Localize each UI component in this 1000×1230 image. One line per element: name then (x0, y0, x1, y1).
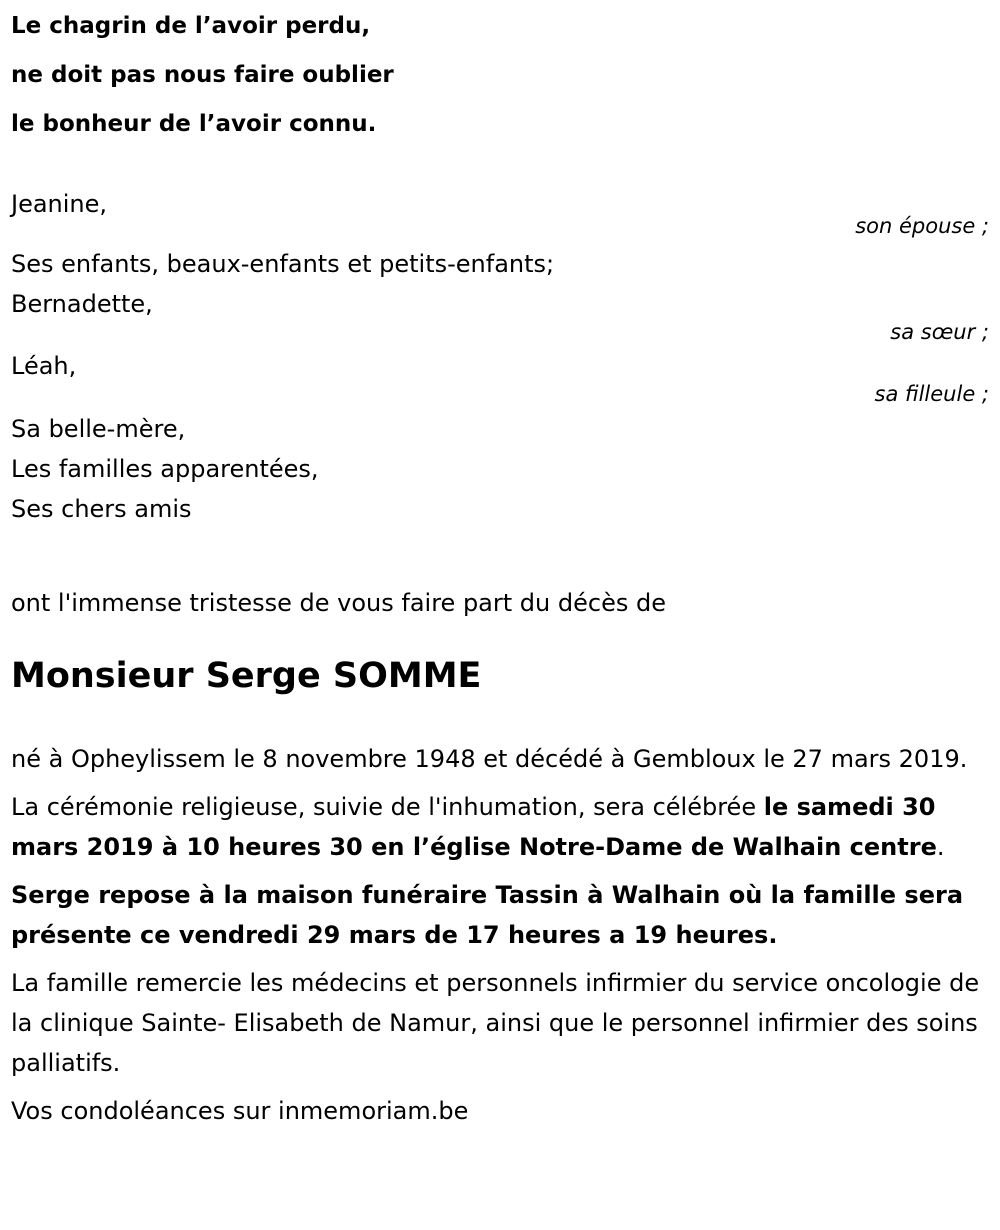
ceremony-text (11, 787, 989, 867)
ceremony-prefix: La cérémonie religieuse, suivie de l'inhumation, sera célébrée (11, 793, 764, 821)
opening-quote (11, 2, 989, 149)
ceremony-date-place: le samedi 30 mars 2019 à 10 heures 30 en l’église Notre-Dame de Walhain centre (11, 793, 937, 861)
role-jeanine: son épouse ; (855, 214, 989, 238)
deceased-name: Monsieur Serge SOMME (11, 656, 482, 696)
quote-line-3: le bonheur de l’avoir connu. (11, 111, 377, 137)
family-friends: Ses chers amis (11, 495, 192, 523)
ceremony-suffix: . (936, 833, 945, 861)
quote-line-2: ne doit pas nous faire oublier (11, 62, 394, 88)
family-list (11, 184, 989, 529)
role-bernadette: sa sœur ; (890, 320, 989, 344)
role-leah: sa filleule ; (874, 382, 989, 406)
visitation-text: Serge repose à la maison funéraire Tassin à Walhain où la famille sera présente ce vendredi 29 mars de 17 heures a 19 heures. (11, 881, 964, 949)
family-bernadette: Bernadette, (11, 290, 153, 318)
thanks-text: La famille remercie les médecins et personnels infirmier du service oncologie de la clinique Sainte- Elisabeth de Namur, ainsi que le personnel infirmier des soins palliatifs. (11, 969, 980, 1077)
family-jeanine: Jeanine, (11, 190, 108, 218)
birth-death-text: né à Opheylissem le 8 novembre 1948 et décédé à Gembloux le 27 mars 2019. (11, 745, 968, 773)
family-related: Les familles apparentées, (11, 455, 319, 483)
family-mother-in-law: Sa belle-mère, (11, 415, 186, 443)
family-children: Ses enfants, beaux-enfants et petits-enfants; (11, 250, 555, 278)
quote-line-1: Le chagrin de l’avoir perdu, (11, 13, 371, 39)
announcement-intro: ont l'immense tristesse de vous faire part du décès de (11, 589, 666, 617)
obituary-page (11, 0, 989, 1131)
family-leah: Léah, (11, 352, 77, 380)
condolences-text: Vos condoléances sur inmemoriam.be (11, 1097, 469, 1125)
